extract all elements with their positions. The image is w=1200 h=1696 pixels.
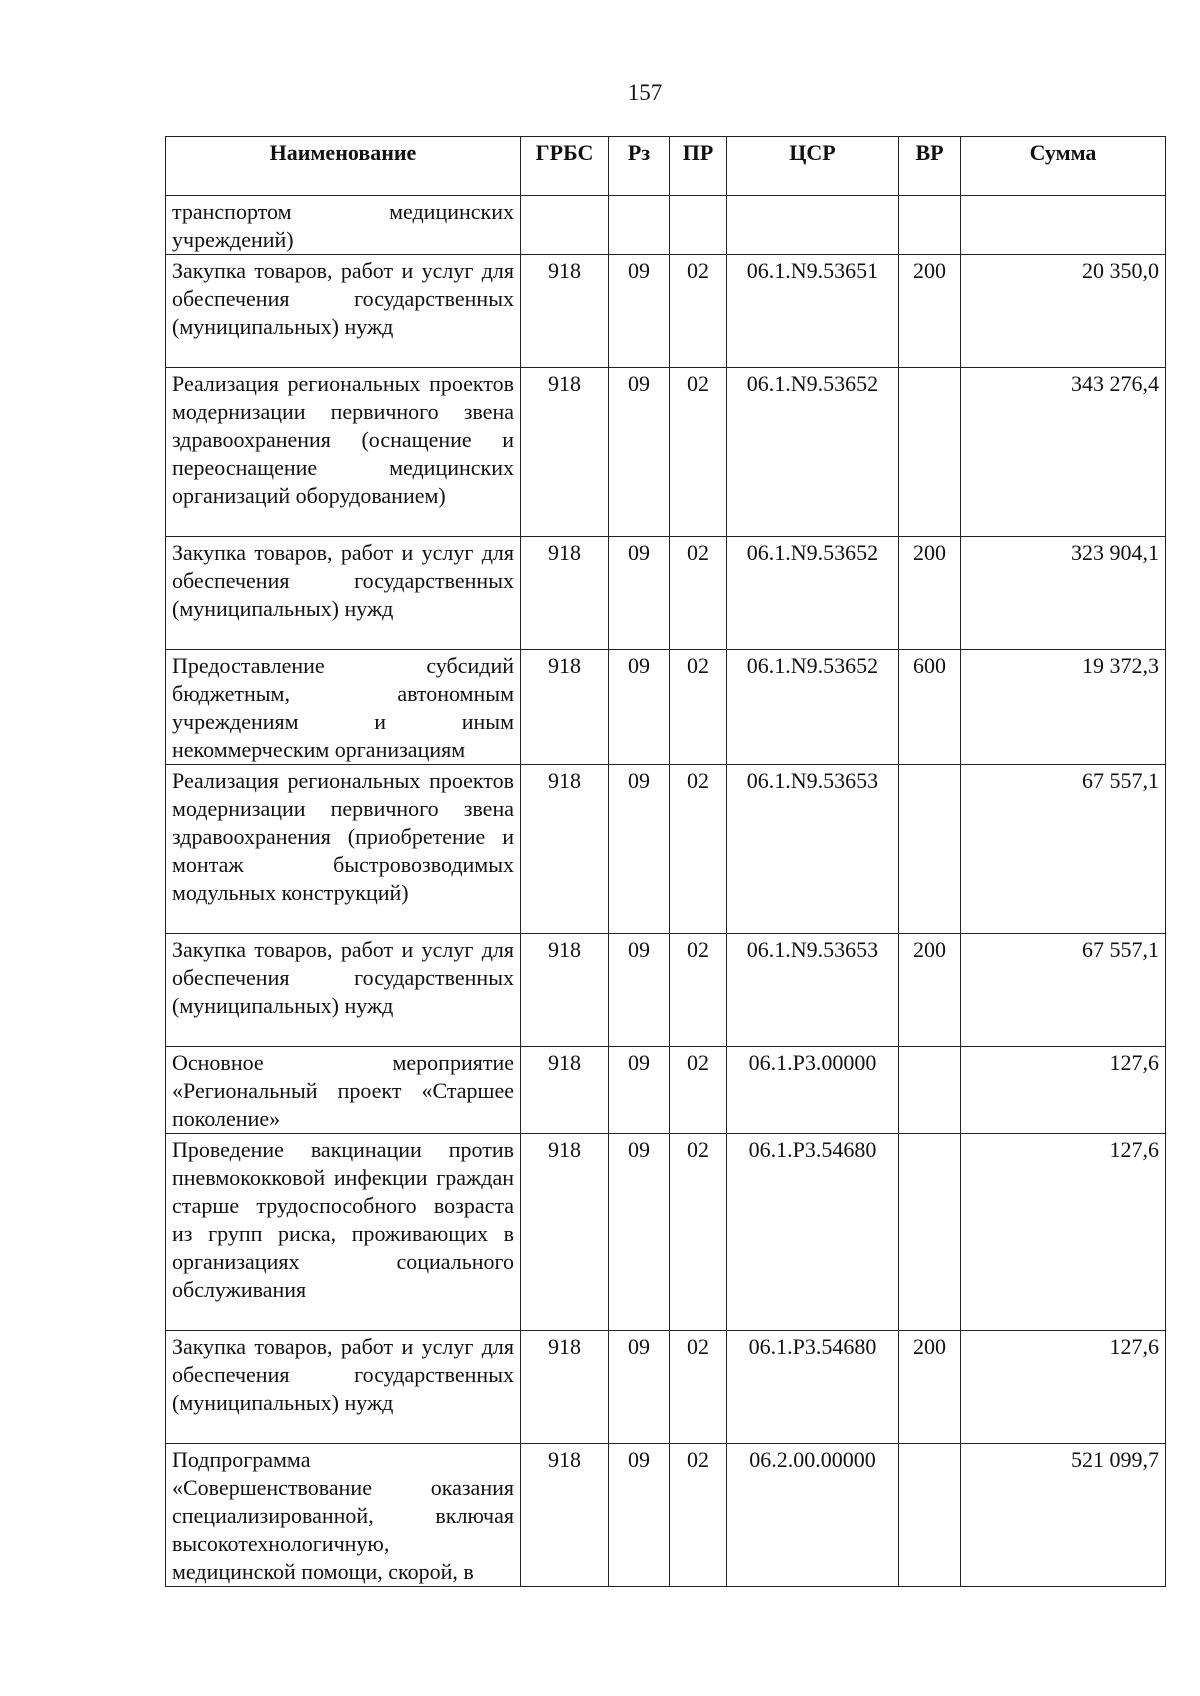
cell-csr: 06.1.P3.54680 — [727, 1331, 899, 1444]
cell-rz: 09 — [609, 1444, 670, 1587]
table-row — [166, 1047, 1166, 1134]
header-vr: ВР — [899, 137, 961, 196]
header-csr: ЦСР — [727, 137, 899, 196]
cell-vr — [899, 1047, 961, 1134]
header-sum: Сумма — [961, 137, 1166, 196]
cell-sum: 67 557,1 — [961, 934, 1166, 1047]
cell-pr — [670, 196, 727, 255]
cell-vr — [899, 765, 961, 934]
cell-csr: 06.1.N9.53653 — [727, 765, 899, 934]
cell-csr: 06.1.P3.54680 — [727, 1134, 899, 1331]
cell-rz: 09 — [609, 368, 670, 537]
cell-name: Подпрограмма «Совершенствование оказания специализированной, включая высокотехнологичную, медицинской помощи, скорой, в — [166, 1444, 521, 1587]
cell-csr: 06.1.N9.53652 — [727, 650, 899, 765]
cell-sum: 19 372,3 — [961, 650, 1166, 765]
table-row — [166, 537, 1166, 650]
cell-grbs: 918 — [521, 1331, 609, 1444]
cell-grbs: 918 — [521, 765, 609, 934]
cell-vr: 600 — [899, 650, 961, 765]
cell-pr: 02 — [670, 1047, 727, 1134]
cell-csr — [727, 196, 899, 255]
cell-pr: 02 — [670, 1331, 727, 1444]
cell-csr: 06.1.P3.00000 — [727, 1047, 899, 1134]
table-row — [166, 650, 1166, 765]
cell-vr — [899, 1134, 961, 1331]
cell-grbs: 918 — [521, 368, 609, 537]
cell-vr — [899, 368, 961, 537]
cell-name: Реализация региональных проектов модернизации первичного звена здравоохранения (оснащение и переоснащение медицинских организаций оборудованием) — [166, 368, 521, 537]
page-number: 157 — [627, 80, 663, 105]
cell-grbs: 918 — [521, 1134, 609, 1331]
cell-name: Закупка товаров, работ и услуг для обеспечения государственных (муниципальных) нужд — [166, 255, 521, 368]
cell-vr — [899, 196, 961, 255]
cell-csr: 06.2.00.00000 — [727, 1444, 899, 1587]
cell-csr: 06.1.N9.53653 — [727, 934, 899, 1047]
cell-rz — [609, 196, 670, 255]
header-name: Наименование — [166, 137, 521, 196]
cell-pr: 02 — [670, 537, 727, 650]
cell-name: Закупка товаров, работ и услуг для обеспечения государственных (муниципальных) нужд — [166, 537, 521, 650]
header-pr: ПР — [670, 137, 727, 196]
cell-grbs: 918 — [521, 934, 609, 1047]
cell-csr: 06.1.N9.53652 — [727, 368, 899, 537]
cell-grbs: 918 — [521, 1047, 609, 1134]
table-row — [166, 1134, 1166, 1331]
cell-sum: 127,6 — [961, 1047, 1166, 1134]
cell-grbs — [521, 196, 609, 255]
cell-name: Проведение вакцинации против пневмококковой инфекции граждан старше трудоспособного возраста из групп риска, проживающих в организациях социального обслуживания — [166, 1134, 521, 1331]
cell-pr: 02 — [670, 765, 727, 934]
cell-rz: 09 — [609, 934, 670, 1047]
cell-pr: 02 — [670, 255, 727, 368]
cell-sum — [961, 196, 1166, 255]
cell-name: Реализация региональных проектов модернизации первичного звена здравоохранения (приобретение и монтаж быстровозводимых модульных конструкций) — [166, 765, 521, 934]
cell-vr: 200 — [899, 537, 961, 650]
cell-rz: 09 — [609, 1331, 670, 1444]
cell-name: Предоставление субсидий бюджетным, автономным учреждениям и иным некоммерческим организациям — [166, 650, 521, 765]
cell-csr: 06.1.N9.53652 — [727, 537, 899, 650]
header-rz: Рз — [609, 137, 670, 196]
header-grbs: ГРБС — [521, 137, 609, 196]
cell-grbs: 918 — [521, 255, 609, 368]
cell-vr: 200 — [899, 934, 961, 1047]
cell-vr: 200 — [899, 255, 961, 368]
cell-name: Закупка товаров, работ и услуг для обеспечения государственных (муниципальных) нужд — [166, 934, 521, 1047]
table-row — [166, 196, 1166, 255]
cell-sum: 20 350,0 — [961, 255, 1166, 368]
cell-sum: 521 099,7 — [961, 1444, 1166, 1587]
cell-rz: 09 — [609, 537, 670, 650]
cell-sum: 343 276,4 — [961, 368, 1166, 537]
cell-sum: 67 557,1 — [961, 765, 1166, 934]
table-header-row — [166, 137, 1166, 196]
cell-rz: 09 — [609, 1134, 670, 1331]
table-row — [166, 765, 1166, 934]
cell-rz: 09 — [609, 255, 670, 368]
cell-sum: 127,6 — [961, 1331, 1166, 1444]
budget-table — [165, 136, 1166, 1587]
cell-sum: 323 904,1 — [961, 537, 1166, 650]
cell-csr: 06.1.N9.53651 — [727, 255, 899, 368]
cell-rz: 09 — [609, 1047, 670, 1134]
cell-rz: 09 — [609, 650, 670, 765]
cell-vr: 200 — [899, 1331, 961, 1444]
cell-pr: 02 — [670, 650, 727, 765]
table-row — [166, 368, 1166, 537]
cell-vr — [899, 1444, 961, 1587]
table-row — [166, 934, 1166, 1047]
cell-rz: 09 — [609, 765, 670, 934]
cell-pr: 02 — [670, 1134, 727, 1331]
cell-name: Закупка товаров, работ и услуг для обеспечения государственных (муниципальных) нужд — [166, 1331, 521, 1444]
table-row — [166, 255, 1166, 368]
cell-grbs: 918 — [521, 650, 609, 765]
cell-grbs: 918 — [521, 1444, 609, 1587]
table-row — [166, 1331, 1166, 1444]
cell-name: транспортом медицинских учреждений) — [166, 196, 521, 255]
cell-sum: 127,6 — [961, 1134, 1166, 1331]
cell-name: Основное мероприятие «Региональный проект «Старшее поколение» — [166, 1047, 521, 1134]
cell-pr: 02 — [670, 934, 727, 1047]
cell-pr: 02 — [670, 1444, 727, 1587]
cell-grbs: 918 — [521, 537, 609, 650]
cell-pr: 02 — [670, 368, 727, 537]
table-row — [166, 1444, 1166, 1587]
